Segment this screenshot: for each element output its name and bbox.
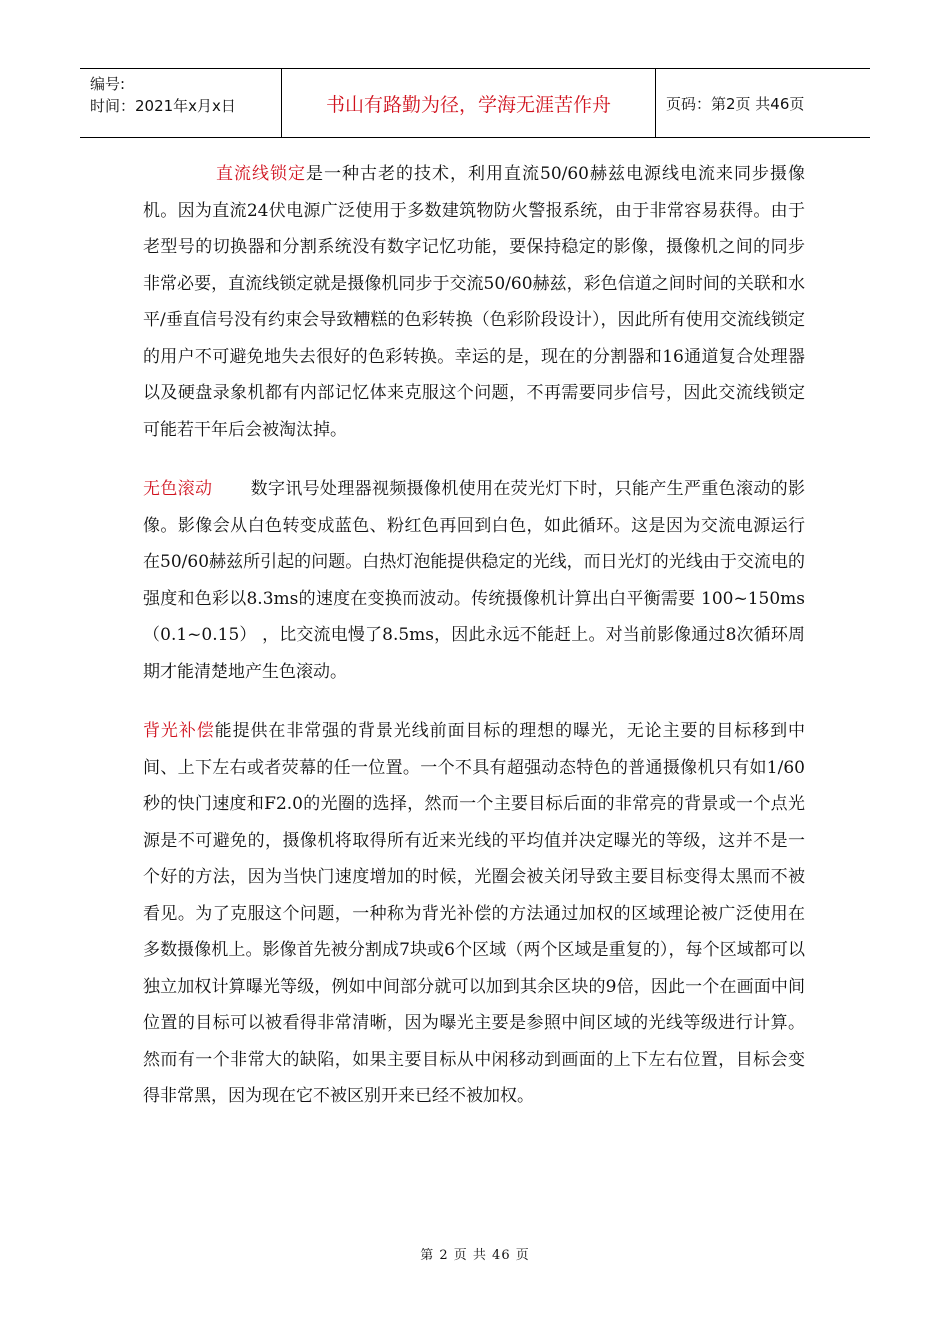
paragraph-text: 能提供在非常强的背景光线前面目标的理想的曝光，无论主要的目标移到中间、上下左右或者荧幕的任一位置。一个不具有超强动态特色的普通摄像机只有如1/60秒的快门速度和F2.0的光圈的选择，然而一个主要目标后面的非常亮的背景或一个点光源是不可避免的，摄像机将取得所有近来光线的平均值并决定曝光的等级，这并不是一个好的方法，因为当快门速度增加的时候，光圈会被关闭导致主要目标变得太黑而不被看见。为了克服这个问题，一种称为背光补偿的方法通过加权的区域理论被广泛使用在多数摄像机上。影像首先被分割成7块或6个区域（两个区域是重复的），每个区域都可以独立加权计算曝光等级，例如中间部分就可以加到其余区块的9倍，因此一个在画面中间位置的目标可以被看得非常清晰，因为曝光主要是参照中间区域的光线等级进行计算。然而有一个非常大的缺陷，如果主要目标从中闲移动到画面的上下左右位置，目标会变得非常黑，因为现在它不被区别开来已经不被加权。 bbox=[143, 721, 806, 1106]
paragraph-text: 数字讯号处理器视频摄像机使用在荧光灯下时，只能产生严重色滚动的影像。影像会从白色转变成蓝色、粉红色再回到白色，如此循环。这是因为交流电源运行在50/60赫兹所引起的问题。白热灯泡能提供稳定的光线，而日光灯的光线由于交流电的强度和色彩以8.3ms的速度在变换而波动。传统摄像机计算出白平衡需要 100~150ms（0.1~0.15） ，比交流电慢了8.5ms，因此永远不能赶上。对当前影像通过8次循环周期才能清楚地产生色滚动。 bbox=[143, 479, 806, 682]
document-body bbox=[143, 156, 805, 1138]
page-footer: 第 2 页 共 46 页 bbox=[420, 1248, 530, 1263]
header-motto: 书山有路勤为径，学海无涯苦作舟 bbox=[282, 69, 656, 137]
paragraph-backlight-compensation bbox=[143, 713, 805, 1115]
header-page-info: 页码：第2页 共46页 bbox=[666, 94, 805, 113]
paragraph-color-rolling bbox=[143, 471, 805, 690]
page-header bbox=[80, 68, 870, 138]
header-meta bbox=[80, 69, 282, 137]
paragraph-text: 是一种古老的技术，利用直流50/60赫兹电源线电流来同步摄像机。因为直流24伏电源广泛使用于多数建筑物防火警报系统，由于非常容易获得。由于老型号的切换器和分割系统没有数字记忆功能，要保持稳定的影像，摄像机之间的同步非常必要，直流线锁定就是摄像机同步于交流50/60赫兹，彩色信道之间时间的关联和水平/垂直信号没有约束会导致糟糕的色彩转换（色彩阶段设计），因此所有使用交流线锁定的用户不可避免地失去很好的色彩转换。幸运的是，现在的分割器和16通道复合处理器以及硬盘录象机都有内部记忆体来克服这个问题，不再需要同步信号，因此交流线锁定可能若干年后会被淘汰掉。 bbox=[143, 164, 805, 440]
term-color-rolling: 无色滚动 bbox=[143, 479, 213, 499]
document-time-label: 时间：2021年x月x日 bbox=[90, 97, 236, 115]
document-number-label: 编号: bbox=[90, 75, 126, 93]
term-dc-line-lock: 直流线锁定 bbox=[215, 164, 306, 184]
paragraph-dc-line-lock bbox=[143, 156, 805, 448]
term-backlight-compensation: 背光补偿 bbox=[143, 721, 215, 741]
